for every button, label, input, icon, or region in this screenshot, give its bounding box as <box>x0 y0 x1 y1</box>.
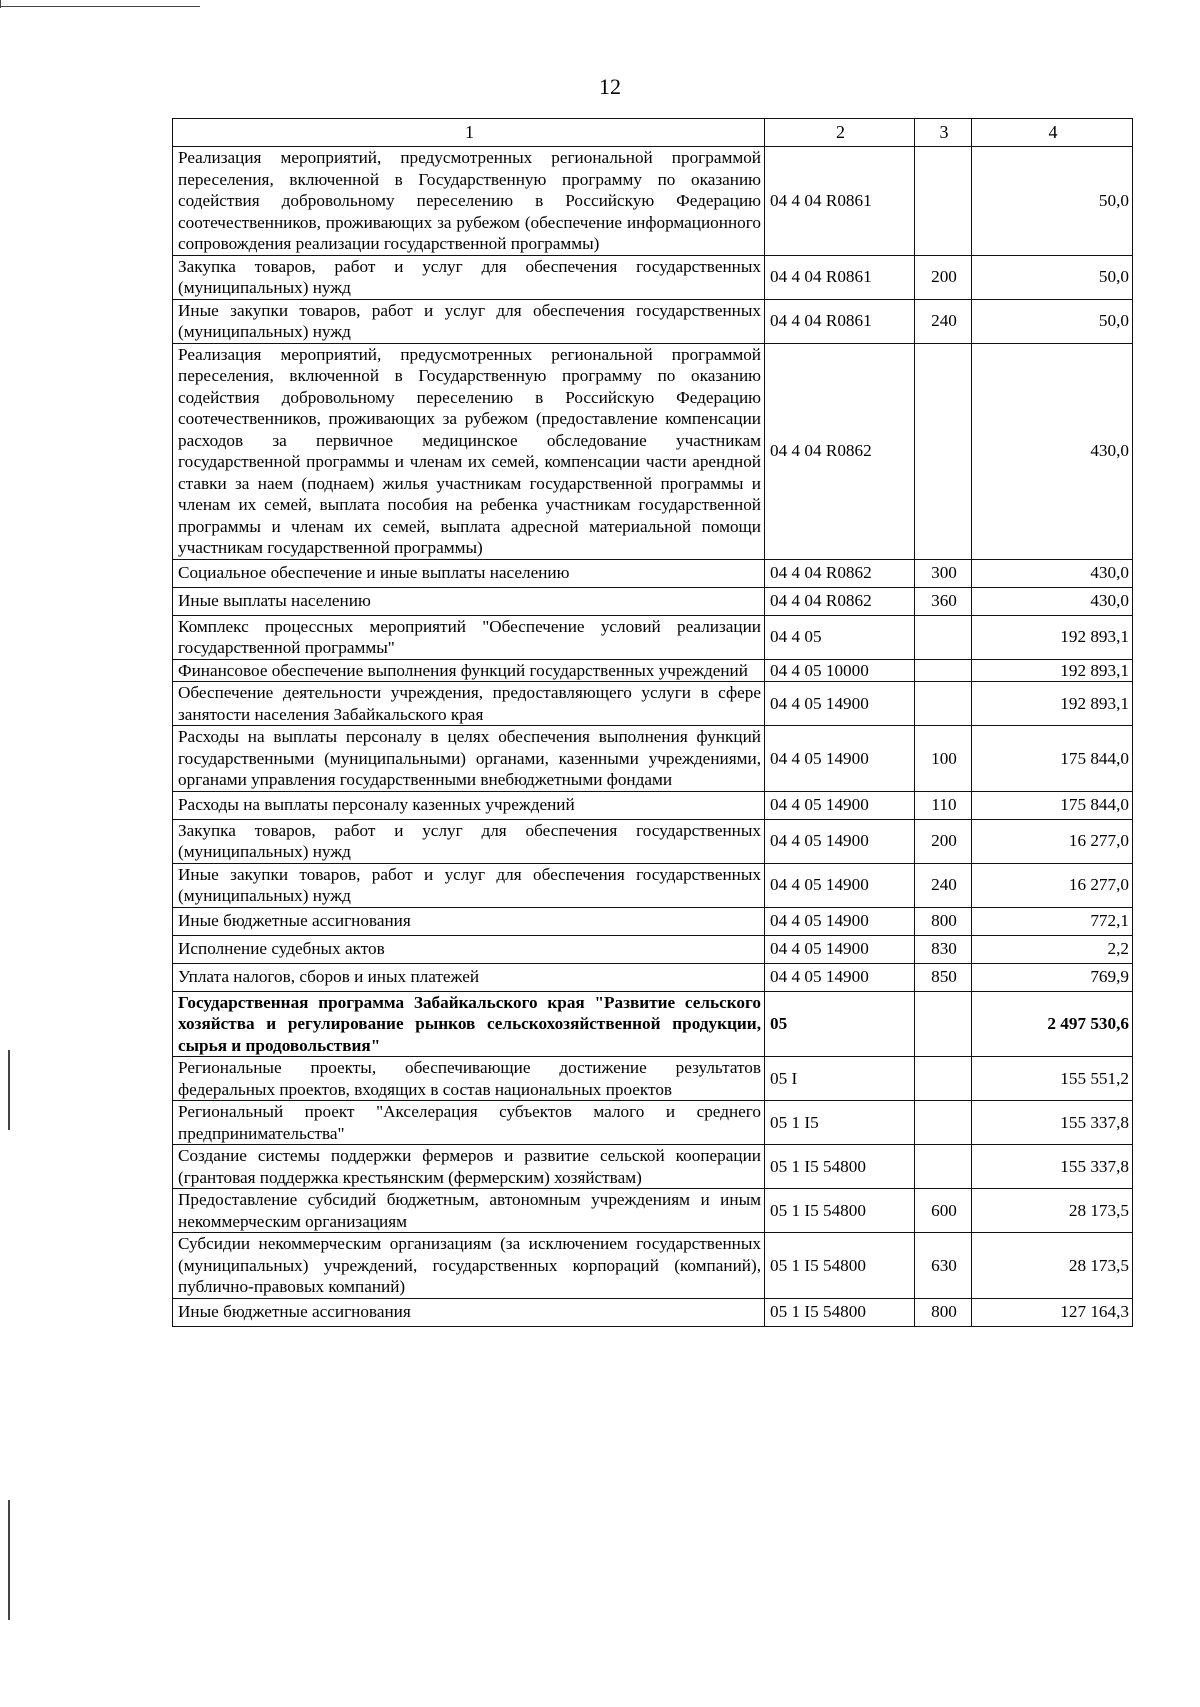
row-code: 04 4 05 14900 <box>765 935 915 963</box>
row-code: 04 4 04 R0861 <box>765 255 915 299</box>
row-expense-type: 240 <box>915 863 972 907</box>
row-code: 05 I <box>765 1057 915 1101</box>
row-sum: 769,9 <box>972 963 1133 991</box>
row-sum: 28 173,5 <box>972 1189 1133 1233</box>
table-row <box>173 1057 1133 1101</box>
row-code: 04 4 05 14900 <box>765 682 915 726</box>
row-name: Закупка товаров, работ и услуг для обеспечения государственных (муниципальных) нужд <box>173 819 765 863</box>
table-row <box>173 299 1133 343</box>
row-code: 04 4 04 R0861 <box>765 299 915 343</box>
table-row <box>173 1189 1133 1233</box>
row-name: Социальное обеспечение и иные выплаты населению <box>173 559 765 587</box>
row-sum: 155 551,2 <box>972 1057 1133 1101</box>
row-name: Иные выплаты населению <box>173 587 765 615</box>
scan-artifact-line <box>8 1050 10 1130</box>
row-sum: 2 497 530,6 <box>972 991 1133 1057</box>
row-expense-type: 200 <box>915 819 972 863</box>
table-row <box>173 1145 1133 1189</box>
row-sum: 192 893,1 <box>972 615 1133 659</box>
row-code: 04 4 05 14900 <box>765 791 915 819</box>
row-expense-type: 110 <box>915 791 972 819</box>
row-name: Реализация мероприятий, предусмотренных региональной программой переселения, включенной в Государственную программу по оказанию содействия добровольному переселению в Российскую Федерацию соотечественников, проживающих за рубежом (обеспечение информационного сопровождения реализации государственной программы) <box>173 147 765 256</box>
scan-artifact-line <box>0 6 200 7</box>
row-expense-type: 600 <box>915 1189 972 1233</box>
row-expense-type: 200 <box>915 255 972 299</box>
row-name: Иные закупки товаров, работ и услуг для обеспечения государственных (муниципальных) нужд <box>173 863 765 907</box>
row-expense-type: 240 <box>915 299 972 343</box>
row-code: 04 4 05 <box>765 615 915 659</box>
row-code: 05 1 I5 54800 <box>765 1298 915 1326</box>
row-sum: 192 893,1 <box>972 682 1133 726</box>
row-sum: 175 844,0 <box>972 791 1133 819</box>
row-code: 04 4 05 10000 <box>765 659 915 682</box>
row-sum: 28 173,5 <box>972 1233 1133 1299</box>
page-number: 12 <box>599 74 621 99</box>
row-code: 05 1 I5 54800 <box>765 1189 915 1233</box>
row-name: Региональный проект "Акселерация субъектов малого и среднего предпринимательства" <box>173 1101 765 1145</box>
row-name: Комплекс процессных мероприятий "Обеспечение условий реализации государственной программы" <box>173 615 765 659</box>
row-sum: 16 277,0 <box>972 863 1133 907</box>
row-expense-type: 800 <box>915 907 972 935</box>
row-code: 04 4 04 R0862 <box>765 559 915 587</box>
table-row <box>173 1101 1133 1145</box>
row-code: 04 4 05 14900 <box>765 863 915 907</box>
row-code: 05 1 I5 <box>765 1101 915 1145</box>
row-sum: 430,0 <box>972 587 1133 615</box>
row-name: Обеспечение деятельности учреждения, предоставляющего услуги в сфере занятости населения Забайкальского края <box>173 682 765 726</box>
row-expense-type <box>915 991 972 1057</box>
table-row <box>173 907 1133 935</box>
row-expense-type: 300 <box>915 559 972 587</box>
row-name: Финансовое обеспечение выполнения функций государственных учреждений <box>173 659 765 682</box>
row-sum: 430,0 <box>972 343 1133 559</box>
row-expense-type <box>915 615 972 659</box>
column-header: 3 <box>915 119 972 147</box>
row-code: 04 4 05 14900 <box>765 726 915 792</box>
row-sum: 155 337,8 <box>972 1145 1133 1189</box>
row-name: Закупка товаров, работ и услуг для обеспечения государственных (муниципальных) нужд <box>173 255 765 299</box>
row-sum: 772,1 <box>972 907 1133 935</box>
row-sum: 155 337,8 <box>972 1101 1133 1145</box>
row-name: Региональные проекты, обеспечивающие достижение результатов федеральных проектов, входящих в состав национальных проектов <box>173 1057 765 1101</box>
row-sum: 50,0 <box>972 255 1133 299</box>
scan-artifact-line <box>8 1500 10 1620</box>
row-sum: 2,2 <box>972 935 1133 963</box>
row-sum: 430,0 <box>972 559 1133 587</box>
column-header: 1 <box>173 119 765 147</box>
row-expense-type <box>915 147 972 256</box>
row-name: Расходы на выплаты персоналу казенных учреждений <box>173 791 765 819</box>
row-name: Реализация мероприятий, предусмотренных региональной программой переселения, включенной в Государственную программу по оказанию содействия добровольному переселению в Российскую Федерацию соотечественников, проживающих за рубежом (предоставление компенсации расходов за первичное медицинское обследование участникам государственной программы и членам их семей, компенсации части арендной ставки за наем (поднаем) жилья участникам государственной программы и членам их семей, выплата пособия на ребенка участникам государственной программы и членам их семей, выплата адресной материальной помощи участникам государственной программы) <box>173 343 765 559</box>
row-name: Предоставление субсидий бюджетным, автономным учреждениям и иным некоммерческим организациям <box>173 1189 765 1233</box>
row-expense-type <box>915 1057 972 1101</box>
table-row <box>173 147 1133 256</box>
row-name: Субсидии некоммерческим организациям (за исключением государственных (муниципальных) учреждений, государственных корпораций (компаний), публично-правовых компаний) <box>173 1233 765 1299</box>
table-row <box>173 559 1133 587</box>
row-expense-type: 630 <box>915 1233 972 1299</box>
table-body <box>173 147 1133 1327</box>
row-code: 04 4 04 R0862 <box>765 587 915 615</box>
row-expense-type <box>915 1145 972 1189</box>
row-code: 05 1 I5 54800 <box>765 1233 915 1299</box>
row-name: Расходы на выплаты персоналу в целях обеспечения выполнения функций государственными (муниципальными) органами, казенными учреждениями, органами управления государственными внебюджетными фондами <box>173 726 765 792</box>
table-row <box>173 963 1133 991</box>
row-sum: 127 164,3 <box>972 1298 1133 1326</box>
table-row <box>173 1233 1133 1299</box>
table-row <box>173 682 1133 726</box>
row-expense-type: 360 <box>915 587 972 615</box>
column-header: 2 <box>765 119 915 147</box>
row-sum: 16 277,0 <box>972 819 1133 863</box>
row-code: 05 <box>765 991 915 1057</box>
table-row <box>173 935 1133 963</box>
row-name: Иные закупки товаров, работ и услуг для обеспечения государственных (муниципальных) нужд <box>173 299 765 343</box>
budget-table <box>172 118 1133 1327</box>
row-expense-type: 850 <box>915 963 972 991</box>
table-row <box>173 863 1133 907</box>
row-expense-type: 100 <box>915 726 972 792</box>
row-expense-type <box>915 1101 972 1145</box>
row-name: Иные бюджетные ассигнования <box>173 1298 765 1326</box>
row-sum: 175 844,0 <box>972 726 1133 792</box>
table-row <box>173 791 1133 819</box>
row-sum: 50,0 <box>972 147 1133 256</box>
row-sum: 192 893,1 <box>972 659 1133 682</box>
table-row <box>173 659 1133 682</box>
table-row <box>173 726 1133 792</box>
table-row-program <box>173 991 1133 1057</box>
table-row <box>173 819 1133 863</box>
row-code: 04 4 05 14900 <box>765 907 915 935</box>
row-name: Уплата налогов, сборов и иных платежей <box>173 963 765 991</box>
row-code: 05 1 I5 54800 <box>765 1145 915 1189</box>
table-header-row <box>173 119 1133 147</box>
row-expense-type <box>915 659 972 682</box>
table-row <box>173 255 1133 299</box>
scan-artifact-line <box>0 0 1 8</box>
table-row <box>173 615 1133 659</box>
row-code: 04 4 05 14900 <box>765 819 915 863</box>
row-name: Создание системы поддержки фермеров и развитие сельской кооперации (грантовая поддержка крестьянским (фермерским) хозяйствам) <box>173 1145 765 1189</box>
row-name: Исполнение судебных актов <box>173 935 765 963</box>
row-expense-type: 800 <box>915 1298 972 1326</box>
row-code: 04 4 04 R0861 <box>765 147 915 256</box>
row-name: Государственная программа Забайкальского края "Развитие сельского хозяйства и регулирование рынков сельскохозяйственной продукции, сырья и продовольствия" <box>173 991 765 1057</box>
row-code: 04 4 05 14900 <box>765 963 915 991</box>
column-header: 4 <box>972 119 1133 147</box>
table-row <box>173 343 1133 559</box>
row-name: Иные бюджетные ассигнования <box>173 907 765 935</box>
table-row <box>173 1298 1133 1326</box>
row-expense-type <box>915 343 972 559</box>
row-expense-type <box>915 682 972 726</box>
row-expense-type: 830 <box>915 935 972 963</box>
row-code: 04 4 04 R0862 <box>765 343 915 559</box>
table-row <box>173 587 1133 615</box>
row-sum: 50,0 <box>972 299 1133 343</box>
